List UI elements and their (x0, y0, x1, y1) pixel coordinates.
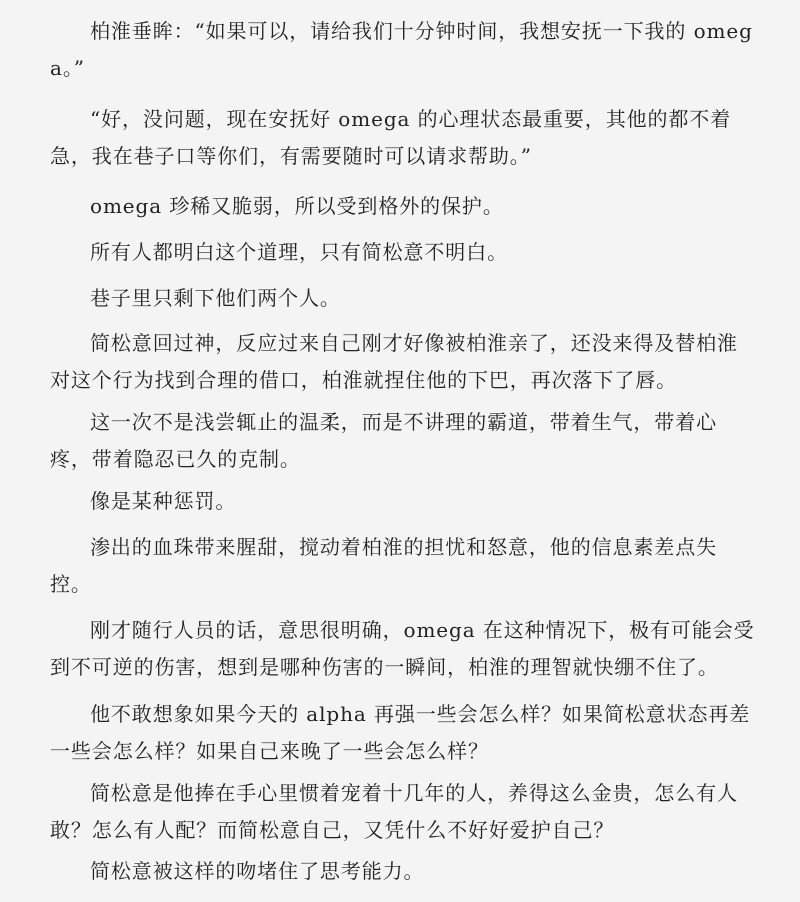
paragraph: 简松意回过神，反应过来自己刚才好像被柏淮亲了，还没来得及替柏淮对这个行为找到合理的借口，柏淮就捏住他的下巴，再次落下了唇。 (50, 331, 738, 392)
paragraph: 简松意被这样的吻堵住了思考能力。 (90, 859, 425, 883)
paragraph: 巷子里只剩下他们两个人。 (90, 286, 341, 310)
paragraph: 这一次不是浅尝辄止的温柔，而是不讲理的霸道，带着生气，带着心疼，带着隐忍已久的克制。 (50, 410, 717, 471)
paragraph: 像是某种惩罚。 (90, 489, 237, 513)
paragraph: 他不敢想象如果今天的 alpha 再强一些会怎么样？如果简松意状态再差一些会怎么样？如果自己来晚了一些会怎么样？ (50, 702, 751, 763)
paragraph: 刚才随行人员的话，意思很明确，omega 在这种情况下，极有可能会受到不可逆的伤害，想到是哪种伤害的一瞬间，柏淮的理智就快绷不住了。 (50, 618, 755, 679)
paragraph: 渗出的血珠带来腥甜，搅动着柏淮的担忧和怒意，他的信息素差点失控。 (50, 535, 717, 596)
paragraph: 柏淮垂眸：“如果可以，请给我们十分钟时间，我想安抚一下我的 omega。” (50, 19, 753, 80)
paragraph: 简松意是他捧在手心里惯着宠着十几年的人，养得这么金贵，怎么有人敢？怎么有人配？而简松意自己，又凭什么不好好爱护自己？ (50, 781, 738, 842)
paragraph: 所有人都明白这个道理，只有简松意不明白。 (90, 240, 508, 264)
paragraph: “好，没问题，现在安抚好 omega 的心理状态最重要，其他的都不着急，我在巷子口等你们，有需要随时可以请求帮助。” (50, 107, 732, 168)
paragraph: omega 珍稀又脆弱，所以受到格外的保护。 (90, 194, 504, 218)
